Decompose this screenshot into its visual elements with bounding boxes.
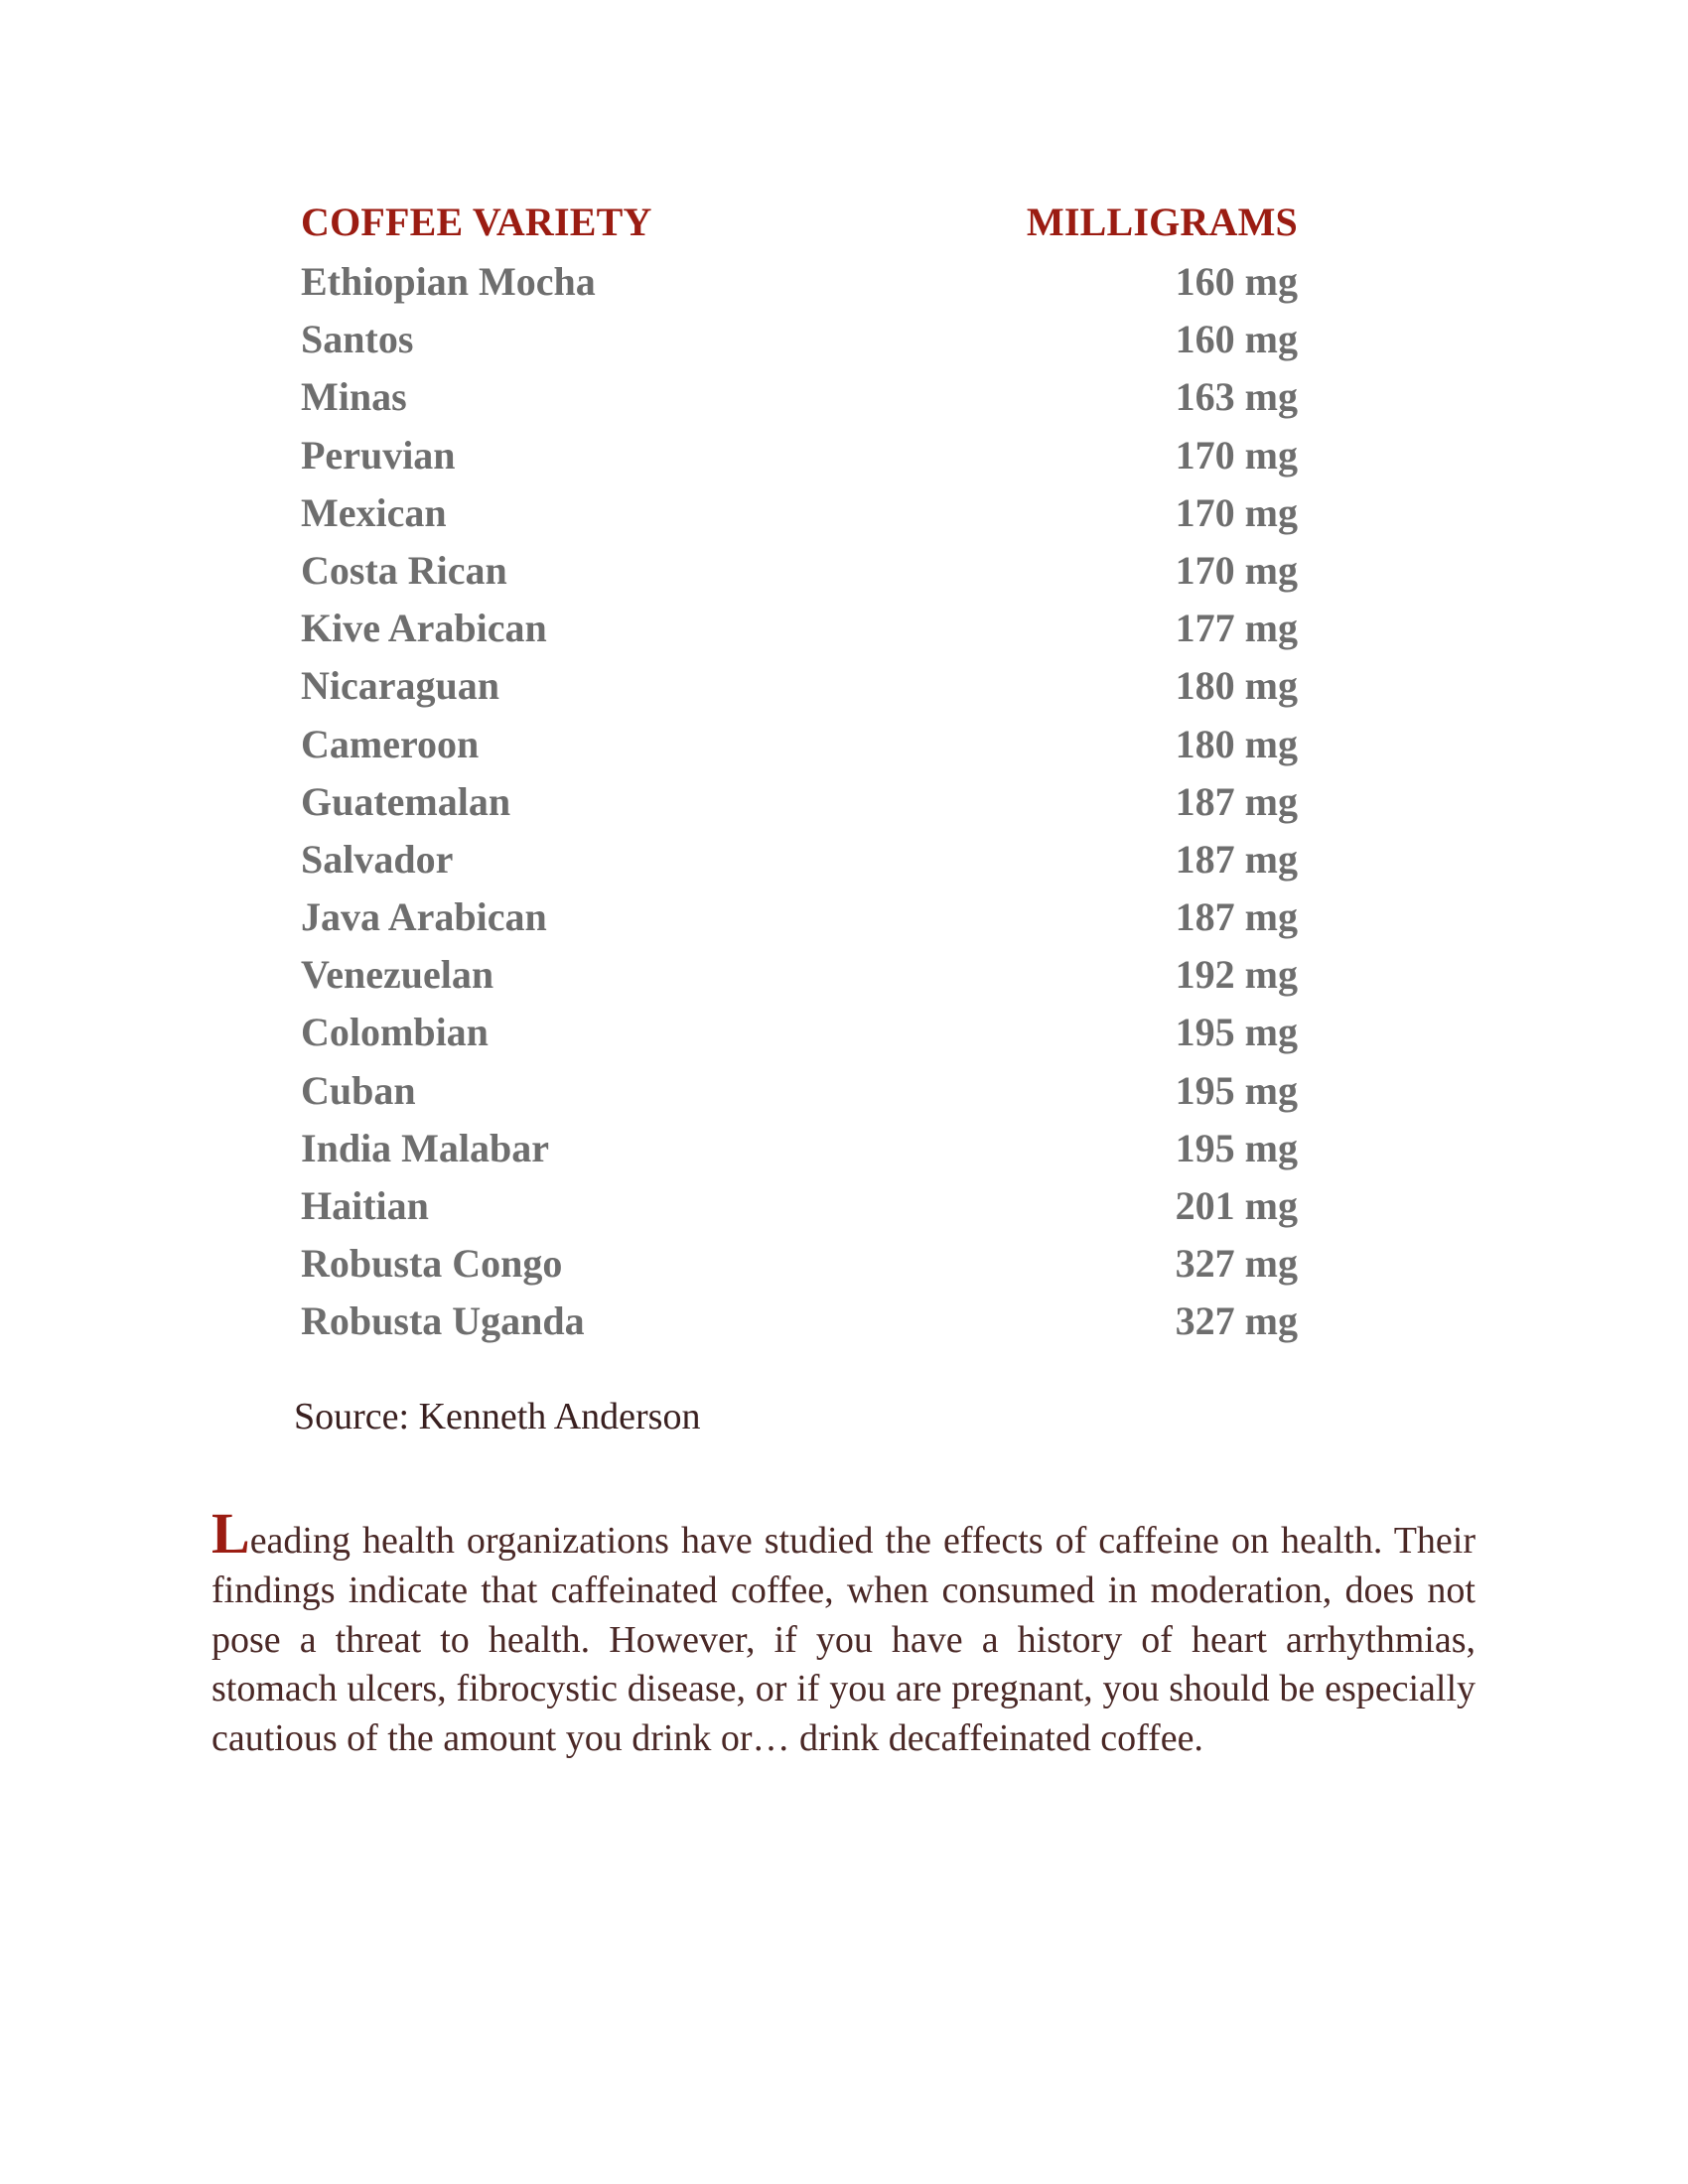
variety-cell: Santos — [301, 317, 414, 362]
table-row — [301, 1182, 1298, 1240]
table-row — [301, 258, 1298, 316]
table-row — [301, 316, 1298, 373]
table-row — [301, 778, 1298, 836]
variety-cell: Ethiopian Mocha — [301, 259, 596, 304]
table-row — [301, 893, 1298, 951]
milligrams-cell: 201 mg — [1175, 1183, 1298, 1228]
variety-cell: Guatemalan — [301, 778, 511, 824]
milligrams-cell: 327 mg — [1175, 1241, 1298, 1287]
table-row — [301, 605, 1298, 662]
milligrams-cell: 187 mg — [1175, 894, 1298, 940]
milligrams-cell: 170 mg — [1175, 547, 1298, 593]
table-row — [301, 373, 1298, 431]
milligrams-cell: 192 mg — [1175, 952, 1298, 998]
variety-cell: Costa Rican — [301, 547, 507, 593]
table-header — [301, 199, 1298, 258]
milligrams-cell: 327 mg — [1175, 1298, 1298, 1344]
source-credit: Source: Kenneth Anderson — [294, 1396, 701, 1437]
milligrams-cell: 187 mg — [1175, 778, 1298, 824]
milligrams-cell: 160 mg — [1175, 317, 1298, 362]
paragraph-text: eading health organizations have studied the effects of caffeine on health. Their findings indicate that caffeinated coffee, when consumed in moderation, does not pose a threat to health. However, if you have a history of heart arrhythmias, stomach ulcers, fibrocystic disease, or if you are pregnant, you should be especially cautious of the amount you drink or… drink decaffeinated coffee. — [211, 1520, 1476, 1760]
variety-cell: Mexican — [301, 489, 447, 535]
variety-cell: India Malabar — [301, 1125, 550, 1170]
column-header-milligrams: MILLIGRAMS — [1026, 200, 1298, 244]
drop-cap: L — [211, 1501, 250, 1566]
table-row — [301, 662, 1298, 720]
variety-cell: Cameroon — [301, 721, 480, 766]
table-row — [301, 1067, 1298, 1125]
table-row — [301, 951, 1298, 1009]
milligrams-cell: 187 mg — [1175, 836, 1298, 882]
milligrams-cell: 160 mg — [1175, 259, 1298, 304]
milligrams-cell: 170 mg — [1175, 432, 1298, 478]
variety-cell: Robusta Congo — [301, 1241, 563, 1287]
variety-cell: Minas — [301, 374, 407, 420]
variety-cell: Robusta Uganda — [301, 1298, 585, 1344]
table-row — [301, 1009, 1298, 1066]
variety-cell: Venezuelan — [301, 952, 494, 998]
milligrams-cell: 195 mg — [1175, 1010, 1298, 1055]
variety-cell: Kive Arabican — [301, 606, 547, 651]
milligrams-cell: 195 mg — [1175, 1067, 1298, 1113]
variety-cell: Haitian — [301, 1183, 429, 1228]
variety-cell: Colombian — [301, 1010, 489, 1055]
column-header-variety: COFFEE VARIETY — [301, 200, 652, 244]
variety-cell: Salvador — [301, 836, 454, 882]
milligrams-cell: 177 mg — [1175, 606, 1298, 651]
milligrams-cell: 195 mg — [1175, 1125, 1298, 1170]
milligrams-cell: 163 mg — [1175, 374, 1298, 420]
variety-cell: Peruvian — [301, 432, 456, 478]
table-row — [301, 489, 1298, 547]
variety-cell: Nicaraguan — [301, 663, 499, 709]
caffeine-table — [301, 199, 1298, 1356]
milligrams-cell: 180 mg — [1175, 721, 1298, 766]
milligrams-cell: 180 mg — [1175, 663, 1298, 709]
table-row — [301, 1240, 1298, 1297]
variety-cell: Java Arabican — [301, 894, 547, 940]
table-row — [301, 432, 1298, 489]
table-row — [301, 1297, 1298, 1355]
table-row — [301, 1125, 1298, 1182]
table-row — [301, 547, 1298, 605]
variety-cell: Cuban — [301, 1067, 416, 1113]
table-body — [301, 258, 1298, 1356]
milligrams-cell: 170 mg — [1175, 489, 1298, 535]
body-paragraph — [211, 1501, 1476, 1764]
table-row — [301, 721, 1298, 778]
table-row — [301, 836, 1298, 893]
